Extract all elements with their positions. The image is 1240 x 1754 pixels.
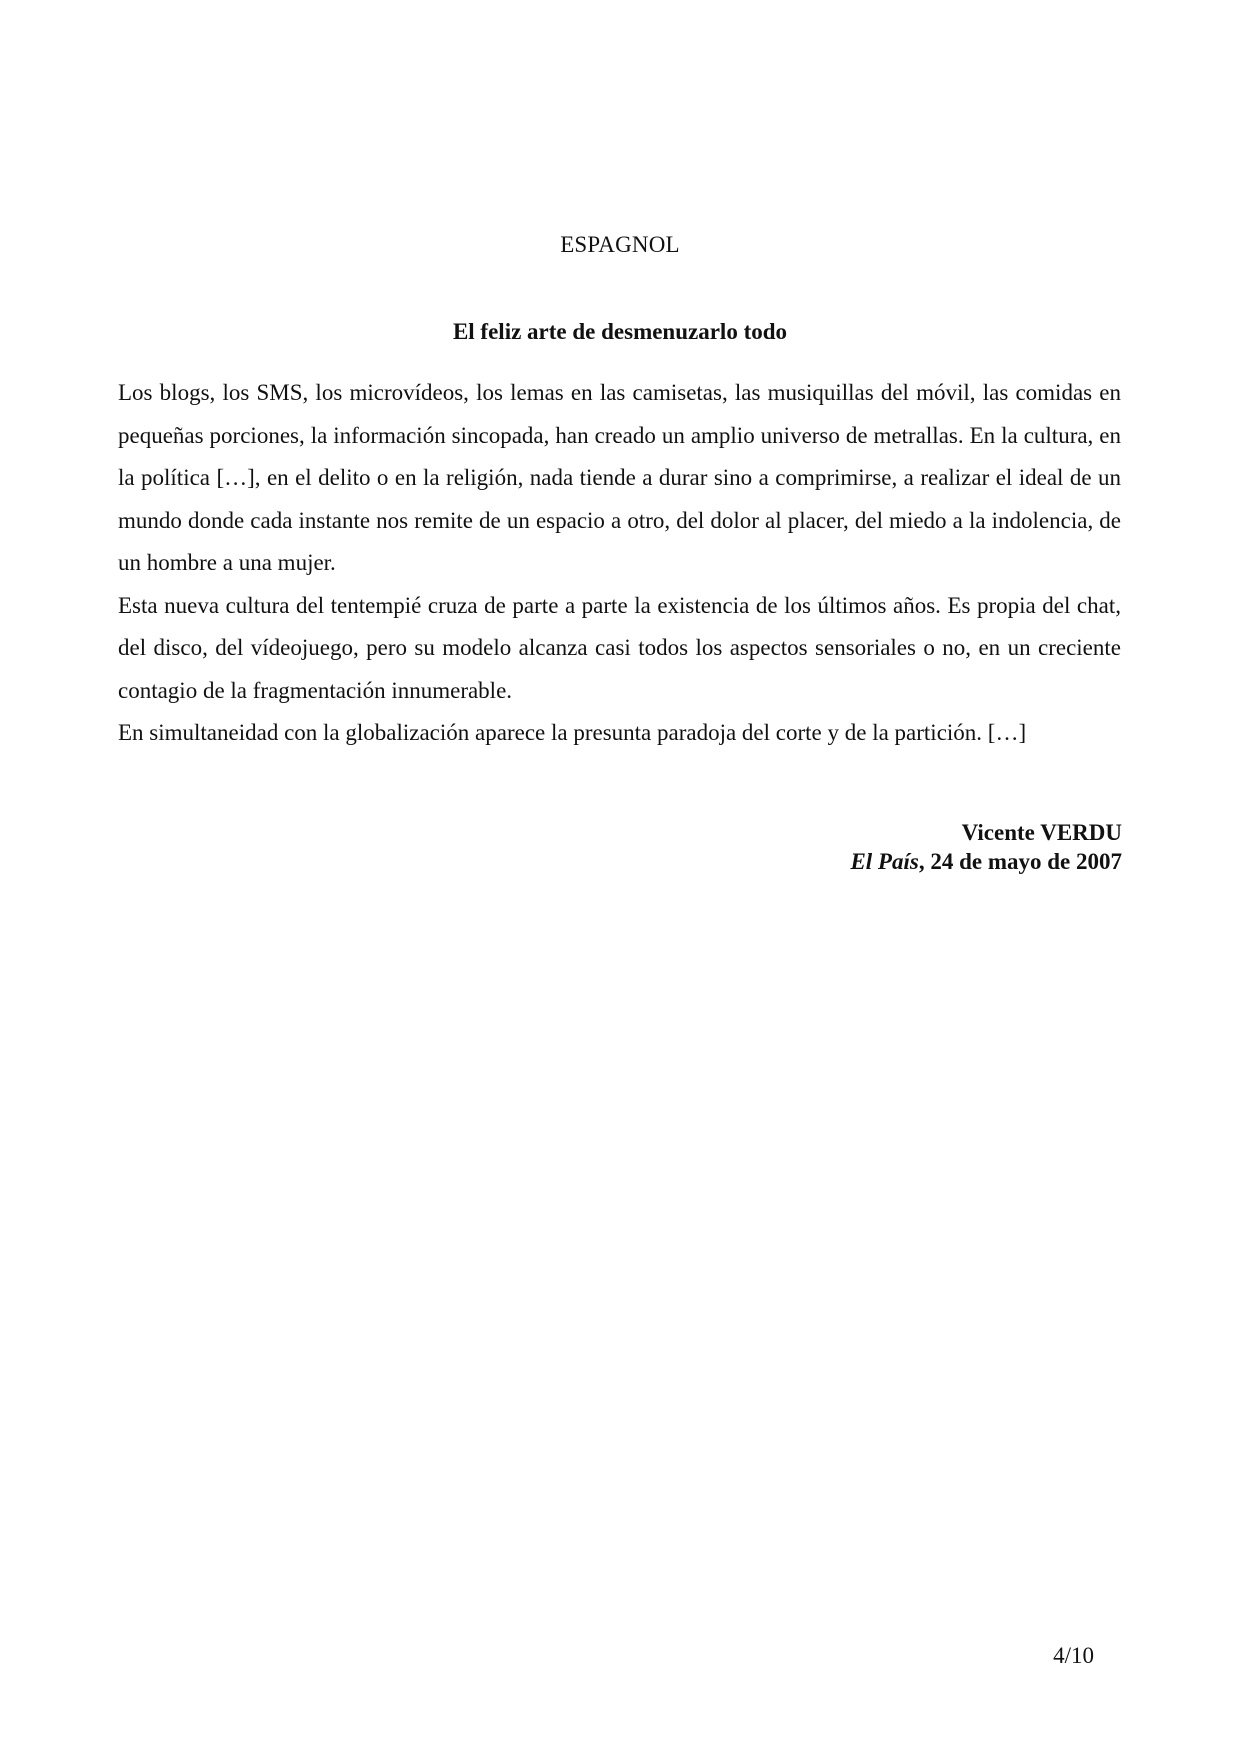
- paragraph-3: En simultaneidad con la globalización aparece la presunta paradoja del corte y de la partición. […]: [118, 720, 1027, 745]
- article-body: [118, 372, 1121, 755]
- source-line: [850, 847, 1122, 876]
- paragraph-1: Los blogs, los SMS, los microvídeos, los lemas en las camisetas, las musiquillas del móvil, las comidas en pequeñas porciones, la información sincopada, han creado un amplio universo de metrallas. En la cultura, en la política […], en el delito o en la religión, nada tiende a durar sino a comprimirse, a realizar el ideal de un mundo donde cada instante nos remite de un espacio a otro, del dolor al placer, del miedo a la indolencia, de un hombre a una mujer.: [118, 380, 1121, 575]
- signature-block: [850, 818, 1122, 876]
- page-number: 4/10: [1053, 1643, 1094, 1668]
- article-title: El feliz arte de desmenuzarlo todo: [452, 319, 788, 344]
- paragraph-2: Esta nueva cultura del tentempié cruza de parte a parte la existencia de los últimos años. Es propia del chat, del disco, del vídeojuego, pero su modelo alcanza casi todos los aspectos sensoriales o no, en un creciente contagio de la fragmentación innumerable.: [118, 592, 1121, 703]
- subject-heading: ESPAGNOL: [560, 232, 680, 257]
- source-date: , 24 de mayo de 2007: [918, 849, 1122, 874]
- source-name: El País: [850, 849, 919, 874]
- author-name: Vicente VERDU: [961, 820, 1122, 845]
